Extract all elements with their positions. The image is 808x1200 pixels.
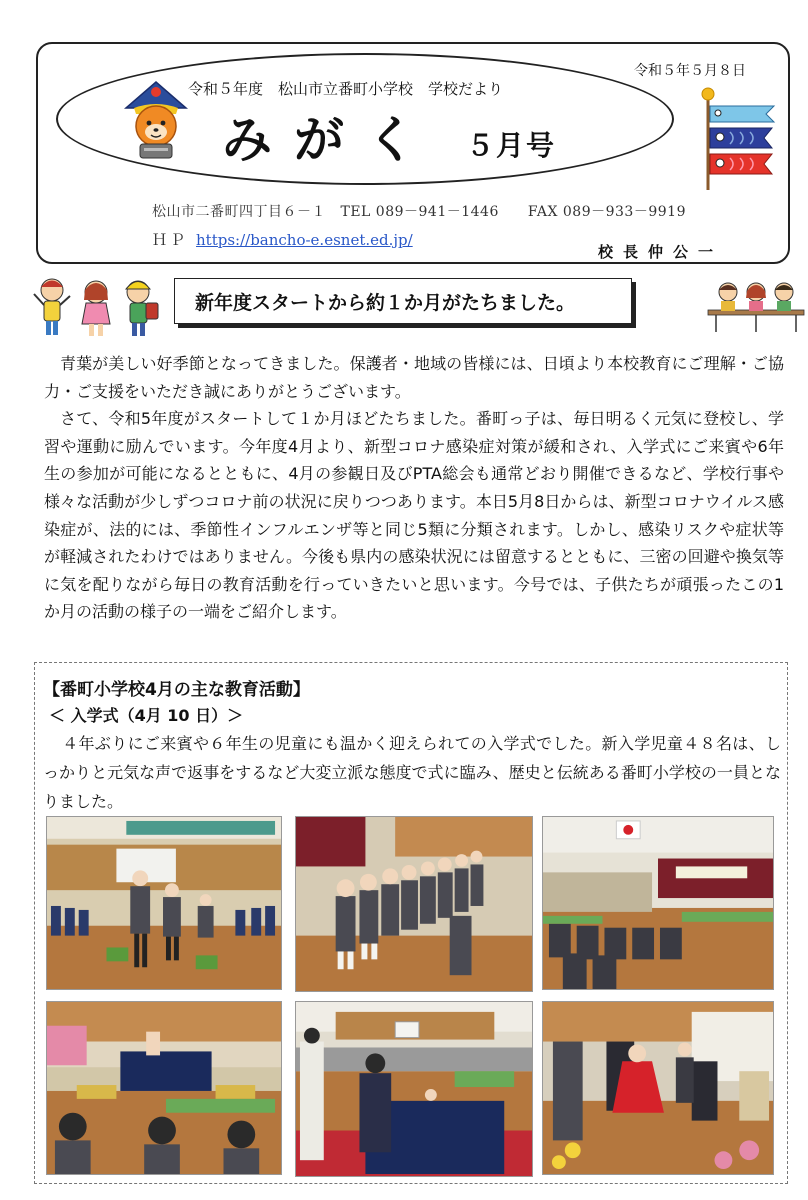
- newsletter-subtitle: 令和５年度 松山市立番町小学校 学校だより: [188, 80, 504, 98]
- ceremony-paragraph: ４年ぶりにご来賓や６年生の児童にも温かく迎えられての入学式でした。新入学児童４８名は、しっかりと元気な声で返事をするなど大変立派な態度で式に臨み、歴史と伝統ある番町小学校の一員となりました。: [43, 734, 781, 811]
- issue-date: 令和５年５月８日: [634, 63, 746, 79]
- principal-name: 校長仲公一: [598, 243, 724, 261]
- ceremony-photo: [46, 816, 282, 990]
- newsletter-title: みがく: [222, 111, 438, 169]
- ceremony-subheading: ＜ 入学式（4月 10 日）＞: [49, 706, 244, 725]
- mikan-mascot-icon: [120, 78, 192, 162]
- activities-title: 【番町小学校4月の主な教育活動】: [43, 680, 310, 700]
- issue-label: ５月号: [466, 129, 557, 162]
- ceremony-photo: [46, 1001, 282, 1175]
- homepage-link[interactable]: https://bancho-e.esnet.ed.jp/: [196, 231, 413, 249]
- headline-box: [174, 278, 632, 324]
- ceremony-photo: [295, 816, 533, 992]
- children-illustration-icon: [30, 270, 166, 340]
- ceremony-photo: [295, 1001, 533, 1177]
- headline: 新年度スタートから約１か月がたちました。: [195, 291, 576, 314]
- homepage-label: ＨＰ: [152, 231, 189, 249]
- carp-streamer-icon: [700, 86, 778, 190]
- intro-paragraph: 青葉が美しい好季節となってきました。保護者・地域の皆様には、日頃より本校教育にご理解・ご協力・ご支援をいただき誠にありがとうございます。: [44, 354, 784, 401]
- intro-paragraph: さて、令和5年度がスタートして１か月ほどたちました。番町っ子は、毎日明るく元気に登校し、学習や運動に励んでいます。今年度4月より、新型コロナ感染症対策が緩和され、入学式にご来賓や6年生の参加が可能になるとともに、4月の参観日及びPTA総会も通常どおり開催できるなど、学校行事や様々な活動が少しずつコロナ前の状況に戻りつつあります。本日5月8日からは、新型コロナウイルス感染症が、法的には、季節性インフルエンザ等と同じ5類に分類されます。しかし、感染リスクや症状等が軽減されたわけではありません。今後も県内の感染状況には留意するとともに、三密の回避や換気等に気を配りながら毎日の教育活動を行っていきたいと思います。今号では、子供たちが頑張ったこの1か月の活動の様子の一端をご紹介します。: [44, 409, 784, 622]
- ceremony-description: [43, 729, 781, 816]
- ceremony-photo: [542, 816, 774, 990]
- classroom-illustration-icon: [706, 276, 806, 334]
- ceremony-photo: [542, 1001, 774, 1175]
- intro-text: [44, 350, 784, 626]
- school-address: 松山市二番町四丁目６－１ TEL 089－941－1446 FAX 089－933－9919: [152, 204, 686, 220]
- homepage-line: [152, 229, 413, 250]
